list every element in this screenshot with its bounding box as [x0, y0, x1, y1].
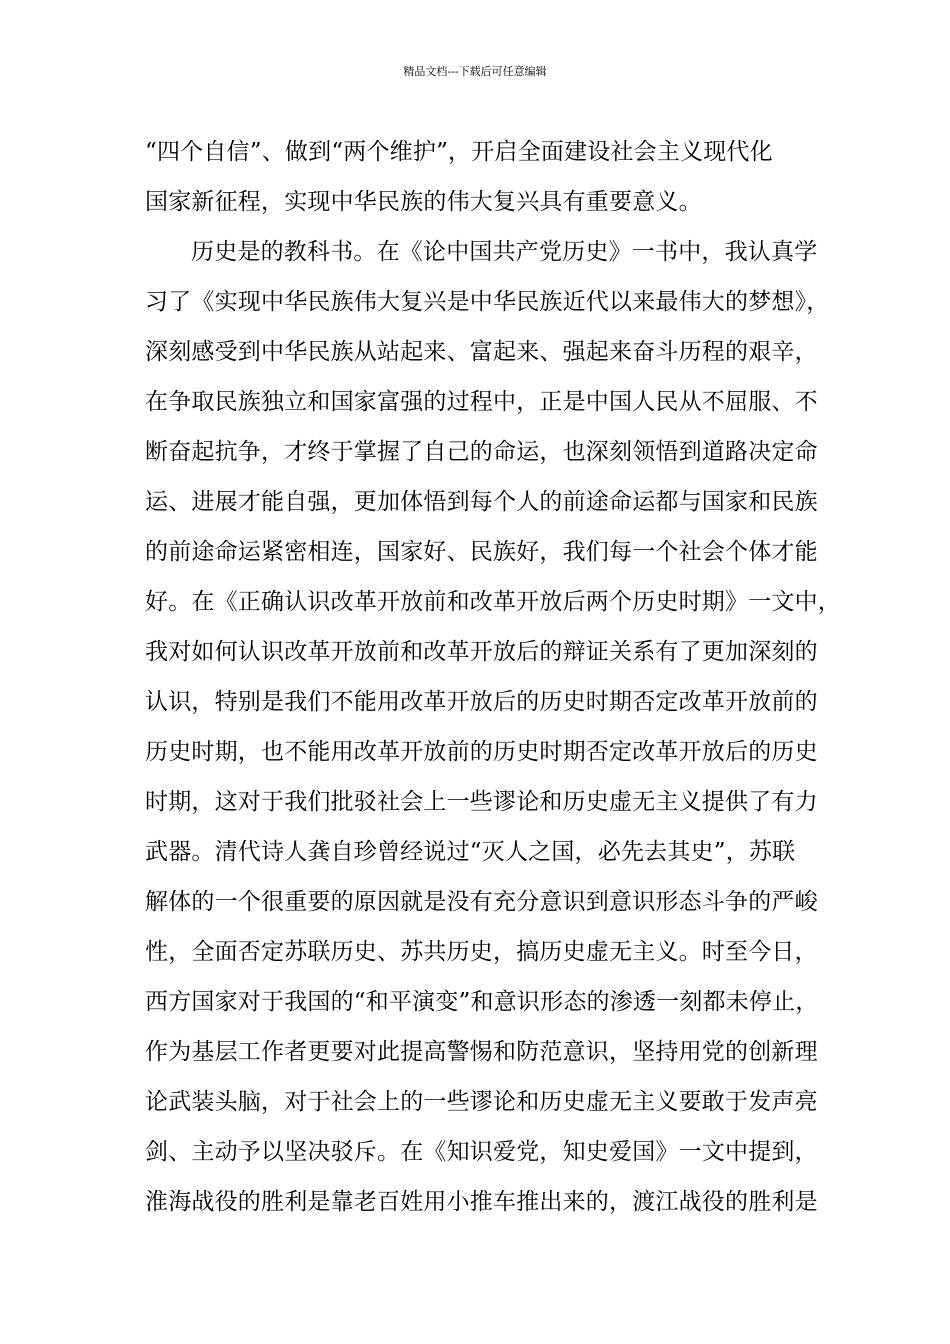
paragraph-1: [145, 127, 825, 227]
text-line: 好。在《正确认识改革开放前和改革开放后两个历史时期》一文中，: [145, 589, 841, 615]
page-header: 精品文档---下载后可任意编辑: [403, 65, 547, 78]
text-line: 武器。清代诗人龚自珍曾经说过“灭人之国，必先去其史”，苏联: [145, 839, 796, 865]
text-line: 剑、主动予以坚决驳斥。在《知识爱党，知史爱国》一文中提到，: [145, 1139, 818, 1165]
document-body: [145, 127, 841, 1227]
text-line: 认识，特别是我们不能用改革开放后的历史时期否定改革开放前的: [145, 689, 818, 715]
text-line: 国家新征程，实现中华民族的伟大复兴具有重要意义。: [145, 189, 702, 215]
text-line: 作为基层工作者更要对此提高警惕和防范意识，坚持用党的创新理: [145, 1039, 818, 1065]
text-line: 习了《实现中华民族伟大复兴是中华民族近代以来最伟大的梦想》，: [145, 289, 830, 315]
text-line: 解体的一个很重要的原因就是没有充分意识到意识形态斗争的严峻: [145, 889, 818, 915]
text-line: 历史时期，也不能用改革开放前的历史时期否定改革开放后的历史: [145, 739, 818, 765]
text-line: 运、进展才能自强，更加体悟到每个人的前途命运都与国家和民族: [145, 489, 818, 515]
text-line: “四个自信”、做到“两个维护”，开启全面建设社会主义现代化: [145, 139, 773, 165]
text-line: 深刻感受到中华民族从站起来、富起来、强起来奋斗历程的艰辛，: [145, 339, 818, 365]
text-line: 时期，这对于我们批驳社会上一些谬论和历史虚无主义提供了有力: [145, 789, 818, 815]
text-line: 的前途命运紧密相连，国家好、民族好，我们每一个社会个体才能: [145, 539, 818, 565]
paragraph-2: [145, 227, 841, 1227]
text-line: 断奋起抗争，才终于掌握了自己的命运，也深刻领悟到道路决定命: [145, 439, 818, 465]
text-line: 论武装头脑，对于社会上的一些谬论和历史虚无主义要敢于发声亮: [145, 1089, 818, 1115]
text-line: 历史是的教科书。在《论中国共产党历史》一书中，我认真学: [191, 239, 818, 265]
text-line: 淮海战役的胜利是靠老百姓用小推车推出来的，渡江战役的胜利是: [145, 1189, 818, 1215]
text-line: 我对如何认识改革开放前和改革开放后的辩证关系有了更加深刻的: [145, 639, 818, 665]
text-line: 西方国家对于我国的“和平演变”和意识形态的渗透一刻都未停止，: [145, 989, 819, 1015]
text-line: 在争取民族独立和国家富强的过程中，正是中国人民从不屈服、不: [145, 389, 818, 415]
text-line: 性，全面否定苏联历史、苏共历史，搞历史虚无主义。时至今日，: [145, 939, 818, 965]
